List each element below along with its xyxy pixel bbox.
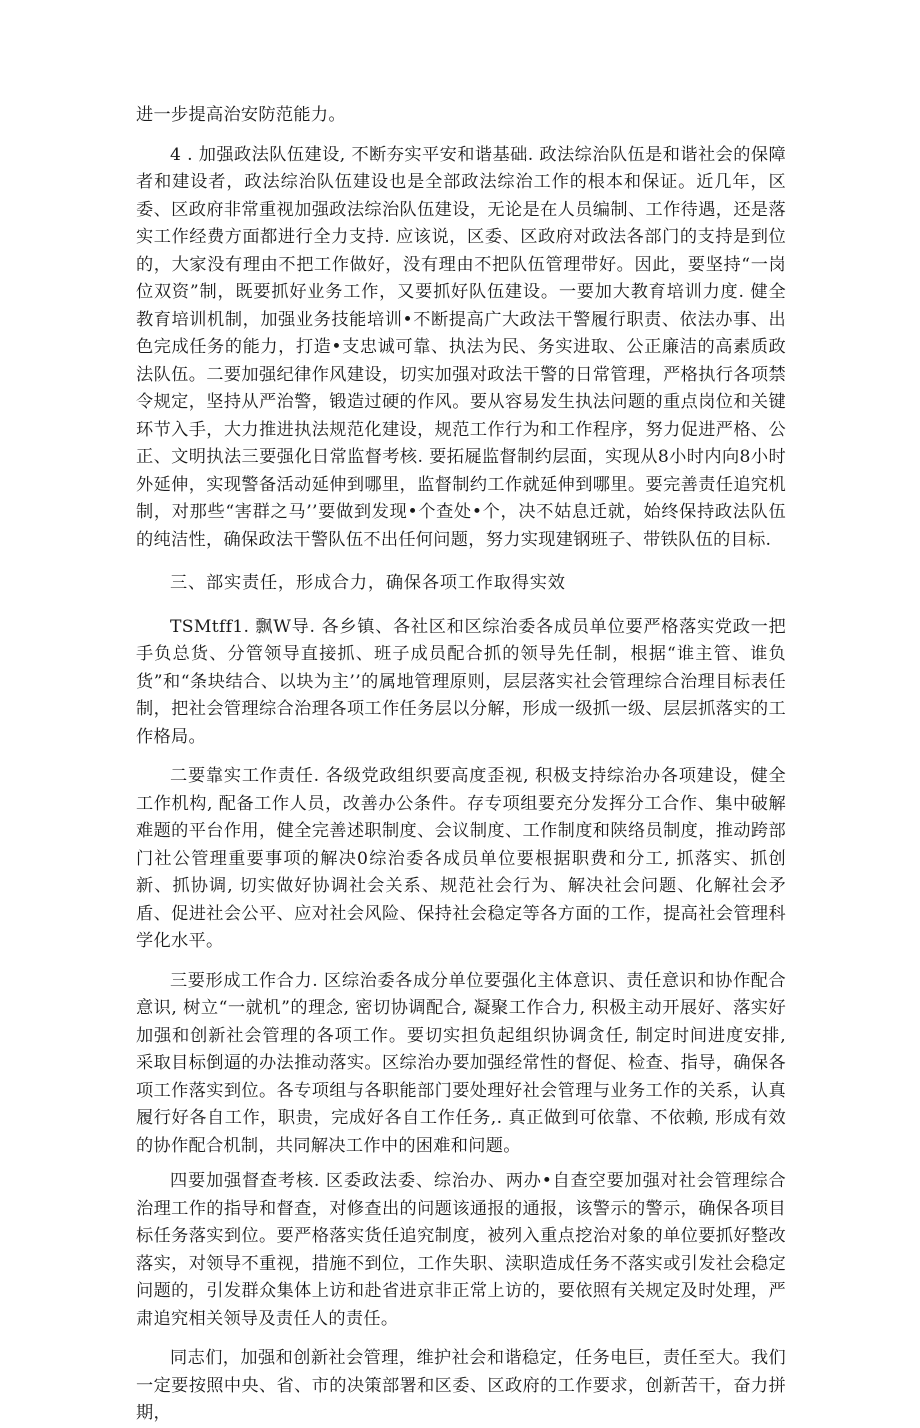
paragraph-work-synergy: 三要形成工作合力. 区综治委各成分单位要强化主体意识、责任意识和协作配合意识, 树立“一就机”的理念, 密切协调配合, 凝聚工作合力, 积极主动开展好、落实好加强和创新社会管理的各项工作。要切实担负起组织协调贪任, 制定时间进度安排, 采取目标倒逼的办法推动落实。区综治办要加强经常性的督促、检查、指导，确保各项工作落实到位。各专项组与各职能部门要处理好社会管理与业务工作的关系，认真履行好各自工作，职贵，完成好各自工作任务,. 真正做到可依靠、不依赖, 形成有效的协作配合机制，共同解决工作中的困难和问题。 — [136, 970, 786, 1156]
paragraph-closing-remarks: 同志们，加强和创新社会管理，维护社会和谐稳定，任务电巨，责任至大。我们一定要按照中央、省、市的决策部署和区委、区政府的工作要求，创新苦干，奋力拼期， — [136, 1348, 786, 1423]
paragraph-team-building: 4 . 加强政法队伍建设, 不断夯实平安和谐基础. 政法综治队伍是和谐社会的保障者和建设者，政法综治队伍建设也是全部政法综治工作的根本和保证。近几年，区委、区政府非常重视加强政法综治队伍建设，无论是在人员编制、工作待遇，还是落实工作经费方面都进行全力支持. 应该说，区委、区政府对政法各部门的支持是到位的，大家没有理由不把工作做好，没有理由不把队伍管理带好。因此，要坚持“一岗位双资”制，既要抓好业务工作，又要抓好队伍建设。一要加大教育培训力度. 健全教育培训机制，加强业务技能培训•不断提高广大政法干警履行职责、依法办事、出色完成任务的能力，打造•支忠诚可靠、执法为民、务实进取、公正廉洁的高素质政法队伍。二要加强纪律作风建设，切实加强对政法干警的日常管理，严格执行各项禁令规定，坚持从严治警，锻造过硬的作风。要从容易发生执法问题的重点岗位和关键环节入手，大力推进执法规范化建设，规范工作行为和工作程序，努力促进严格、公正、文明执法三要强化日常监督考核. 要拓屣监督制约层面，实现从8小时内向8小时外延伸，实现警备活动延伸到哪里，监督制约工作就延伸到哪里。要完善责任追究机制，对那些“害群之马’’要做到发现•个查处•个，决不姑息迁就，始终保持政法队伍的纯洁性，确保政法干警队伍不出任何问题，努力实现建钢班子、带铁队伍的目标. — [136, 144, 786, 550]
paragraph-continuation: 进一步提高治安防范能力。 — [136, 105, 346, 125]
paragraph-leadership-responsibility: TSMtff1. 飘W导. 各乡镇、各社区和区综治委各成员单位要严格落实党政一把手负总货、分管领导直接抓、班子成员配合抓的领导先任制，根据“谁主管、谁负货”和“条块结合、以块为主’’的属地管理原则，层层落实社会管理综合治理目标表任制，把社会管理综合治理各项工作任务层以分解，形成一级抓一级、层层抓落实的工作格局。 — [136, 616, 786, 747]
paragraph-work-responsibility: 二要靠实工作责任. 各级党政组织要高度歪视, 积极支持综治办各项建设，健全工作机构, 配备工作人员，改善办公条件。存专项组要充分发挥分工合作、集中破解难题的平台作用，健全完善述职制度、会议制度、工作制度和陕络员制度，推动跨部门社公管理重要事项的解决0综治委各成员单位要根据职费和分工, 抓落实、抓创新、抓协调, 切实做好协调社会关系、规范社会行为、解决社会问题、化解社会矛盾、促进社会公平、应对社会风险、保持社会稳定等各方面的工作，提高社会管理科学化水平。 — [136, 766, 786, 951]
document-page — [136, 102, 786, 1428]
section-heading-three: 三、部实责任，形成合力，确保各项工作取得实效 — [170, 573, 566, 593]
paragraph-supervision-assessment: 四要加强督查考核. 区委政法委、综治办、两办•自查空要加强对社会管理综合治理工作的指导和督查，对修查出的问题该通报的通报，该警示的警示，确保各项目标任务落实到位。要严格落实货任追究制度，被列入重点挖治对象的单位要抓好整改落实，对领导不重视，措施不到位，工作失职、渎职造成任务不落实或引发社会稳定问题的，引发群众集体上访和赴省进京非正常上访的，要依照有关规定及时处理，严肃追究相关领导及责任人的责任。 — [136, 1171, 786, 1329]
